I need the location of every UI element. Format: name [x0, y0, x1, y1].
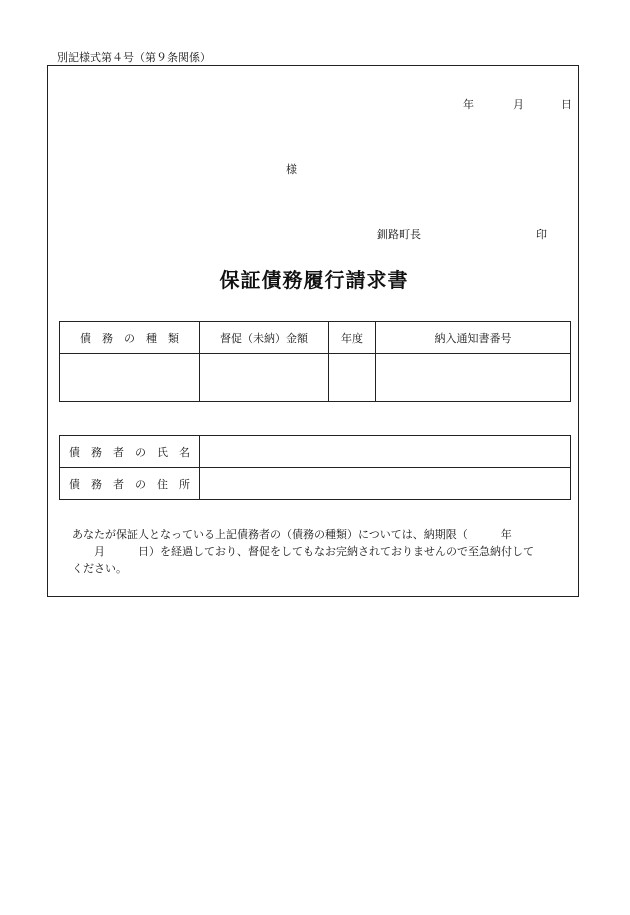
- debtor-table: [59, 435, 571, 500]
- payment-notice-number-cell: [376, 354, 571, 402]
- date-day-label: 日: [561, 98, 572, 111]
- table-row: [60, 354, 571, 402]
- header-overdue-amount: 督促（未納）金額: [200, 322, 329, 354]
- issuer-seal: 印: [536, 228, 547, 241]
- debt-table-header-row: [60, 322, 571, 354]
- document-frame: [47, 65, 579, 597]
- header-fiscal-year: 年度: [329, 322, 376, 354]
- notice-text: [72, 526, 584, 577]
- header-debt-type: 債 務 の 種 類: [60, 322, 200, 354]
- debt-type-cell: [60, 354, 200, 402]
- issuer-title: 釧路町長: [377, 228, 421, 241]
- debtor-name-value: [200, 436, 571, 468]
- form-number-header: 別記様式第４号（第９条関係）: [57, 51, 211, 64]
- notice-line-1: あなたが保証人となっている上記債務者の（債務の種類）については、納期限（ 年: [72, 528, 512, 541]
- debtor-address-value: [200, 468, 571, 500]
- debtor-address-label: 債 務 者 の 住 所: [60, 468, 200, 500]
- fiscal-year-cell: [329, 354, 376, 402]
- date-year-label: 年: [463, 98, 474, 111]
- debtor-name-row: [60, 436, 571, 468]
- debtor-name-label: 債 務 者 の 氏 名: [60, 436, 200, 468]
- debt-table: [59, 321, 571, 402]
- overdue-amount-cell: [200, 354, 329, 402]
- notice-line-2: 月 日）を経過しており、督促をしてもなお完納されておりませんので至急納付して: [72, 545, 534, 558]
- notice-line-3: ください。: [72, 562, 127, 575]
- date-month-label: 月: [513, 98, 524, 111]
- addressee-honorific: 様: [286, 163, 297, 176]
- document-title: 保証債務履行請求書: [219, 268, 409, 292]
- header-payment-notice-number: 納入通知書番号: [376, 322, 571, 354]
- debtor-address-row: [60, 468, 571, 500]
